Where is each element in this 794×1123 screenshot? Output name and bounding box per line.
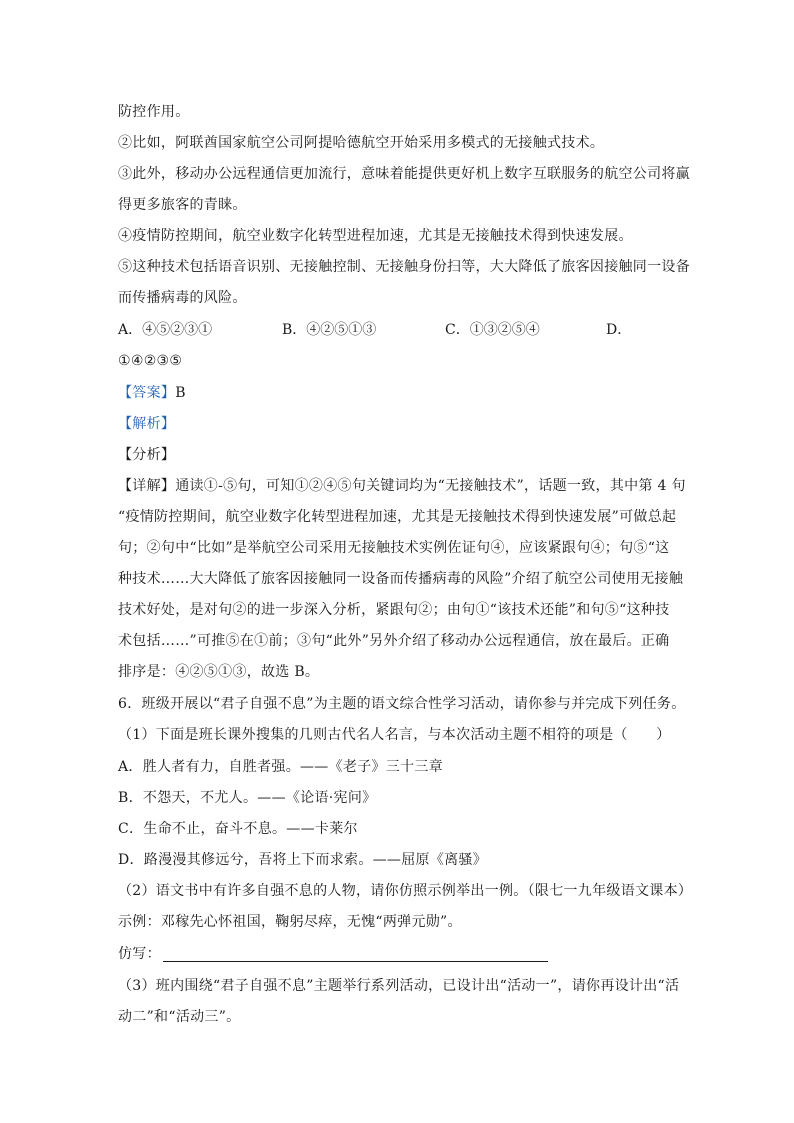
choice-a: A．胜人者有力，自胜者强。——《老子》三十三章 [118,759,444,775]
detail-text: 通读①-⑤句，可知①②④⑤句关键词均为“无接触技术”，话题一致，其中第 4 句 [175,478,686,494]
sentence-2: ②比如，阿联酋国家航空公司阿提哈德航空开始采用多模式的无接触式技术。 [118,135,605,151]
choice-b: B．不怨天，不尤人。——《论语·宪问》 [118,790,377,806]
choice-d: D．路漫漫其修远兮，吾将上下而求索。——屈原《离骚》 [118,852,488,868]
question-6-stem: 6．班级开展以“君子自强不息”为主题的语文综合性学习活动，请你参与并完成下列任务。 [118,696,686,712]
answer-value: B [175,385,186,401]
text-line: 得更多旅客的青睐。 [118,197,247,213]
example-line: 示例：邓稼先心怀祖国，鞠躬尽瘁，无愧“两弹元勋”。 [118,914,462,930]
fenxi-heading: 【分析】 [118,447,176,463]
imitation-label: 仿写： [118,946,161,962]
subquestion-3: （3）班内围绕“君子自强不息”主题举行系列活动，已设计出“活动一”，请你再设计出“活 [118,978,680,994]
text-line: 而传播病毒的风险。 [118,290,247,306]
imitation-line [118,944,548,964]
option-a: A．④⑤②③① [118,322,213,338]
detail-text: 种技术……大大降低了旅客因接触同一设备而传播病毒的风险”介绍了航空公司使用无接触 [118,571,684,587]
answer-blank[interactable] [163,947,548,962]
detail-text: “疫情防控期间，航空业数字化转型进程加速，尤其是无接触技术得到快速发展”可做总起 [118,509,677,525]
detail-text: 技术好处，是对句②的进一步深入分析，紧跟句②；由句①“该技术还能”和句⑤“这种技 [118,602,670,618]
detail-tag: 【详解】 [118,478,176,494]
text-line: 防控作用。 [118,104,190,120]
option-d: D． [606,322,632,338]
detail-text: 句；②句中“比如”是举航空公司采用无接触技术实例佐证句④，应该紧跟句④；句⑤“这 [118,540,670,556]
option-b: B．④②⑤①③ [282,322,377,338]
subquestion-1: （1）下面是班长课外搜集的几则古代名人名言，与本次活动主题不相符的项是（ ） [118,727,671,743]
answer-tag: 【答案】 [118,385,176,401]
option-d-text: ①④②③⑤ [118,353,183,369]
option-c: C．①③②⑤④ [445,322,540,338]
sentence-3: ③此外，移动办公远程通信更加流行，意味着能提供更好机上数字互联服务的航空公司将赢 [118,166,690,182]
sentence-4: ④疫情防控期间，航空业数字化转型进程加速，尤其是无接触技术得到快速发展。 [118,228,633,244]
subquestion-2: （2）语文书中有许多自强不息的人物，请你仿照示例举出一例。（限七一九年级语文课本） [118,883,693,899]
choice-c: C．生命不止，奋斗不息。——卡莱尔 [118,821,358,837]
sentence-5: ⑤这种技术包括语音识别、无接触控制、无接触身份扫等，大大降低了旅客因接触同一设备 [118,259,690,275]
detail-text: 排序是：④②⑤①③，故选 B。 [118,664,320,680]
detail-line [118,476,686,496]
text-line: 动二”和“活动三”。 [118,1009,241,1025]
answer-line [118,383,186,403]
analysis-tag: 【解析】 [118,416,176,432]
answer-options [118,320,684,340]
detail-text: 术包括……”可推⑤在①前；③句“此外”另外介绍了移动办公远程通信，放在最后。正确 [118,633,670,649]
